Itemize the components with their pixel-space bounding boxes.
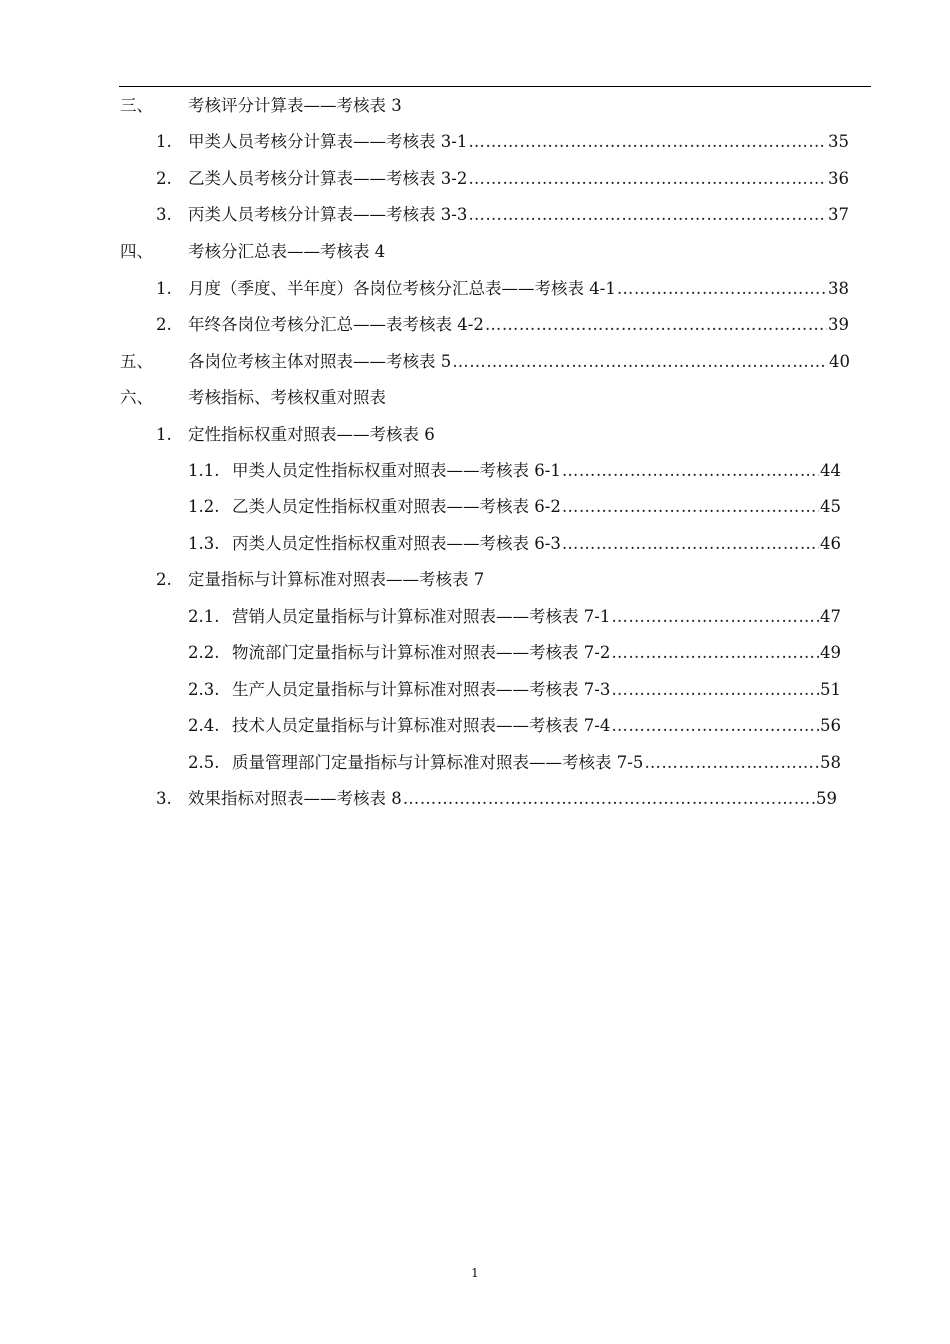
toc-entry-number: 2.5. bbox=[188, 753, 220, 772]
toc-entry-title: 考核指标、考核权重对照表 bbox=[188, 388, 386, 407]
toc-entry-page: 45 bbox=[820, 497, 841, 516]
toc-entry-3-1[interactable] bbox=[156, 130, 849, 154]
toc-entry-title: 月度（季度、半年度）各岗位考核分汇总表——考核表 4-1 bbox=[188, 279, 616, 298]
top-rule bbox=[119, 86, 871, 87]
toc-leader-dots bbox=[562, 532, 819, 556]
toc-entry-number: 五、 bbox=[120, 352, 153, 371]
toc-leader-dots bbox=[644, 751, 819, 775]
toc-entry-6-2-2[interactable] bbox=[188, 641, 841, 665]
toc-leader-dots bbox=[468, 167, 827, 191]
toc-entry-3-2[interactable] bbox=[156, 167, 849, 191]
toc-entry-number: 2.1. bbox=[188, 607, 220, 626]
toc-entry-title: 乙类人员考核分计算表——考核表 3-2 bbox=[188, 169, 468, 188]
toc-leader-dots bbox=[611, 605, 819, 629]
toc-entry-page: 49 bbox=[820, 643, 841, 662]
toc-entry-page: 46 bbox=[820, 534, 841, 553]
toc-entry-title: 定量指标与计算标准对照表——考核表 7 bbox=[188, 570, 485, 589]
toc-leader-dots bbox=[468, 130, 827, 154]
toc-entry-number: 1.3. bbox=[188, 534, 220, 553]
toc-leader-dots bbox=[617, 277, 827, 301]
toc-entry-section-6[interactable] bbox=[120, 386, 840, 410]
toc-entry-section-4[interactable] bbox=[120, 240, 840, 264]
toc-entry-title: 年终各岗位考核分汇总——表考核表 4-2 bbox=[188, 315, 484, 334]
toc-leader-dots bbox=[452, 350, 828, 374]
toc-entry-title: 技术人员定量指标与计算标准对照表——考核表 7-4 bbox=[232, 716, 611, 735]
toc-leader-dots bbox=[611, 714, 819, 738]
toc-entry-number: 1. bbox=[156, 279, 172, 298]
toc-entry-number: 六、 bbox=[120, 388, 153, 407]
toc-entry-number: 2.4. bbox=[188, 716, 220, 735]
toc-entry-page: 36 bbox=[828, 169, 849, 188]
toc-entry-page: 59 bbox=[816, 789, 837, 808]
toc-entry-4-1[interactable] bbox=[156, 277, 849, 301]
toc-entry-title: 甲类人员定性指标权重对照表——考核表 6-1 bbox=[232, 461, 561, 480]
toc-entry-6-1-3[interactable] bbox=[188, 532, 841, 556]
toc-entry-number: 1. bbox=[156, 425, 172, 444]
toc-entry-title: 乙类人员定性指标权重对照表——考核表 6-2 bbox=[232, 497, 561, 516]
toc-entry-number: 1.2. bbox=[188, 497, 220, 516]
toc-leader-dots bbox=[485, 313, 827, 337]
toc-leader-dots bbox=[611, 641, 819, 665]
toc-entry-6-2-1[interactable] bbox=[188, 605, 841, 629]
toc-entry-title: 各岗位考核主体对照表——考核表 5 bbox=[188, 352, 452, 371]
toc-entry-title: 甲类人员考核分计算表——考核表 3-1 bbox=[188, 132, 468, 151]
toc-leader-dots bbox=[562, 495, 819, 519]
toc-entry-title: 丙类人员考核分计算表——考核表 3-3 bbox=[188, 205, 468, 224]
toc-entry-page: 38 bbox=[828, 279, 849, 298]
toc-entry-title: 丙类人员定性指标权重对照表——考核表 6-3 bbox=[232, 534, 561, 553]
toc-entry-section-5[interactable] bbox=[120, 350, 850, 374]
toc-entry-number: 2. bbox=[156, 570, 172, 589]
toc-entry-6-2[interactable] bbox=[156, 568, 840, 592]
toc-entry-number: 四、 bbox=[120, 242, 153, 261]
toc-entry-title: 效果指标对照表——考核表 8 bbox=[188, 789, 402, 808]
toc-entry-3-3[interactable] bbox=[156, 203, 849, 227]
toc-entry-page: 58 bbox=[820, 753, 841, 772]
toc-entry-title: 定性指标权重对照表——考核表 6 bbox=[188, 425, 435, 444]
toc-entry-page: 47 bbox=[820, 607, 841, 626]
toc-entry-number: 2. bbox=[156, 315, 172, 334]
toc-entry-title: 考核评分计算表——考核表 3 bbox=[188, 96, 402, 115]
toc-entry-6-1[interactable] bbox=[156, 423, 840, 447]
toc-entry-6-3[interactable] bbox=[156, 787, 837, 811]
toc-entry-title: 考核分汇总表——考核表 4 bbox=[188, 242, 386, 261]
toc-entry-number: 1. bbox=[156, 132, 172, 151]
toc-entry-page: 35 bbox=[828, 132, 849, 151]
toc-leader-dots bbox=[562, 459, 819, 483]
page-number: 1 bbox=[471, 1266, 479, 1280]
toc-entry-number: 2.2. bbox=[188, 643, 220, 662]
toc-entry-number: 三、 bbox=[120, 96, 153, 115]
toc-entry-6-2-5[interactable] bbox=[188, 751, 841, 775]
toc-entry-page: 56 bbox=[820, 716, 841, 735]
toc-entry-section-3[interactable] bbox=[120, 94, 840, 118]
toc-entry-title: 物流部门定量指标与计算标准对照表——考核表 7-2 bbox=[232, 643, 611, 662]
toc-entry-6-2-4[interactable] bbox=[188, 714, 841, 738]
toc-entry-page: 44 bbox=[820, 461, 841, 480]
toc-entry-number: 2.3. bbox=[188, 680, 220, 699]
toc-entry-6-1-2[interactable] bbox=[188, 495, 841, 519]
toc-entry-title: 质量管理部门定量指标与计算标准对照表——考核表 7-5 bbox=[232, 753, 644, 772]
toc-entry-number: 2. bbox=[156, 169, 172, 188]
toc-entry-page: 40 bbox=[829, 352, 850, 371]
toc-leader-dots bbox=[611, 678, 819, 702]
toc-entry-number: 3. bbox=[156, 789, 172, 808]
toc-leader-dots bbox=[468, 203, 827, 227]
toc-entry-6-2-3[interactable] bbox=[188, 678, 841, 702]
toc-entry-6-1-1[interactable] bbox=[188, 459, 841, 483]
toc-leader-dots bbox=[403, 787, 815, 811]
toc-entry-number: 1.1. bbox=[188, 461, 220, 480]
toc-entry-4-2[interactable] bbox=[156, 313, 849, 337]
toc-entry-page: 51 bbox=[820, 680, 841, 699]
toc-entry-number: 3. bbox=[156, 205, 172, 224]
toc-entry-page: 37 bbox=[828, 205, 849, 224]
toc-entry-title: 营销人员定量指标与计算标准对照表——考核表 7-1 bbox=[232, 607, 611, 626]
toc-entry-title: 生产人员定量指标与计算标准对照表——考核表 7-3 bbox=[232, 680, 611, 699]
toc-entry-page: 39 bbox=[828, 315, 849, 334]
